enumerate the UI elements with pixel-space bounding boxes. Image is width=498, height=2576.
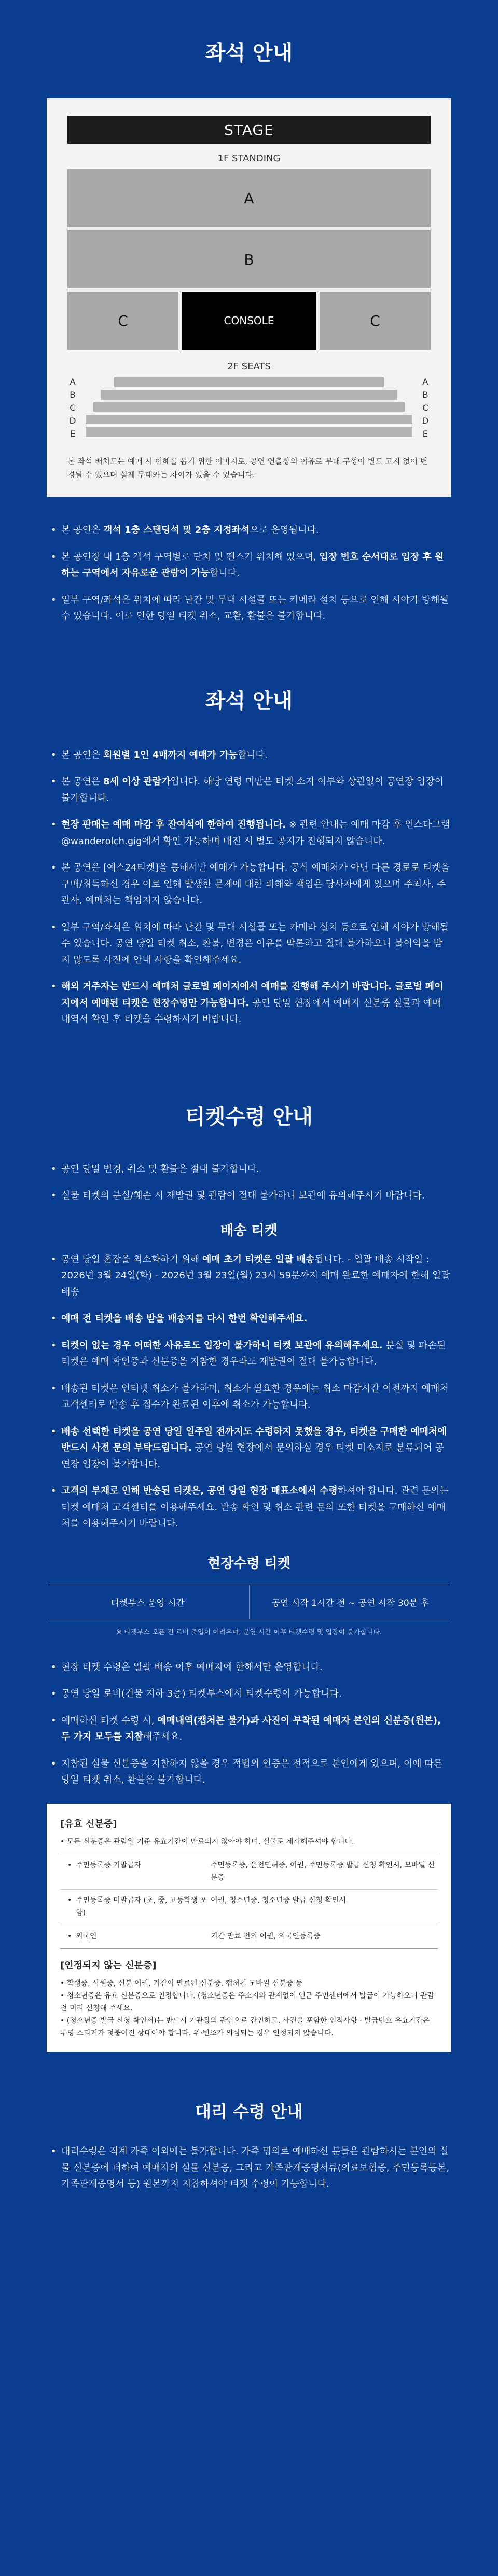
bullet-text: 공연 당일 로비(건물 지하 3층) 티켓부스에서 티켓수령이 가능합니다. [61,1688,342,1699]
tier-letter: D [422,416,429,426]
bullet-item [47,919,451,969]
bullet-text: 하셔야 합니다. 관련 문의는 티켓 예매처 고객센터를 이용해주세요. 반송 확인 및 취소 관련 문의 또한 티켓을 구매하신 예매처를 이용해주시기 바랍니다. [61,1485,449,1529]
tier-row-e [86,427,412,437]
bullet-emphasis: 입장 번호 순서대로 입장 후 원하는 구역에서 자유로운 관람이 가능 [61,551,444,578]
ticket-intro-bullets [47,1161,451,1204]
seat-title: 좌석 안내 [205,41,293,65]
id-row-key: • 주민등록증 미발급자 (초, 중, 고등학생 포함) [60,1895,211,1920]
bullet-text: 본 공연은 [61,749,103,761]
bullet-emphasis: 티켓이 없는 경우 어떠한 사유로도 입장이 불가하니 티켓 보관에 유의해주세요. [61,1340,383,1351]
bullet-text: 입니다. 해당 연령 미만은 티켓 소지 여부와 상관없이 공연장 입장이 불가합니다. [61,776,444,804]
invalid-id-title: [인정되지 않는 신분증] [60,1960,157,1971]
bullet-item [47,774,451,806]
bullet-item [47,1686,451,1702]
tier-letter: E [422,429,428,439]
bullet-item [47,549,451,582]
zone-c-right: C [320,292,431,350]
bullet-item [47,1713,451,1745]
bullet-item [47,1251,451,1301]
bullet-item [47,1161,451,1178]
onsite-title: 현장수령 티켓 [208,1555,290,1572]
tier-letter: C [422,403,428,414]
bullet-emphasis: 예매 전 티켓을 배송 받을 배송지를 다시 한번 확인해주세요. [61,1313,308,1324]
zone-a: A [67,169,431,227]
bullet-item [47,860,451,909]
tier-letter: B [422,390,428,401]
seat-bullets [47,522,451,625]
proxy-section [0,2052,498,2193]
bullet-item [47,1424,451,1473]
tier-letter: D [69,416,76,426]
bullet-emphasis: 예매내역(캡처본 불가)과 사진이 부착된 예매자 본인의 신분증(원본), 두 가지 모두를 지참 [61,1715,441,1742]
bullet-item [47,747,451,764]
bullet-text: ※ 관련 안내는 예매 마감 후 인스타그램 @wanderolch.gig에서 확인 가능하며 매진 시 별도 공지가 진행되지 않습니다. [61,819,450,847]
bullet-item [47,1381,451,1413]
bullet-item [47,2143,451,2193]
bullet-emphasis: 해외 거주자는 반드시 예매처 글로벌 페이지에서 예매를 진행해 주시기 바랍니다. 글로벌 페이지에서 예매된 티켓은 현장수령만 가능합니다. [61,981,444,1009]
bullet-text: 본 공연은 [예스24티켓]을 통해서만 예매가 가능합니다. 공식 예매처가 아닌 다른 경로로 티켓을 구매/취득하신 경우 이로 인해 발생한 문제에 대한 피해와 책임은 당사자에게 있으며 주최사, 주관사, 예매처는 책임지지 않습니다. [61,862,450,906]
bullet-item [47,1188,451,1204]
id-row-value: 여권, 청소년증, 청소년증 발급 신청 확인서 [211,1896,347,1905]
bullet-text: 합니다. [237,749,268,761]
booth-hours-value: 공연 시작 1시간 전 ~ 공연 시작 30분 후 [271,1597,429,1608]
zone-c-row [67,292,431,350]
tier-letter: A [422,377,428,388]
bullet-emphasis: 배송 선택한 티켓을 공연 당일 일주일 전까지도 수령하지 못했을 경우, 티켓을 구매한 예매처에 반드시 사전 문의 부탁드립니다. [61,1426,447,1453]
seat-section [0,0,498,625]
floor1-label: 1F STANDING [217,153,281,164]
bullet-emphasis: 고객의 부재로 인해 반송된 티켓은, 공연 당일 현장 매표소에서 수령 [61,1485,338,1496]
bullet-text: 으로 운영됩니다. [250,525,319,535]
id-row-key: • 외국인 [60,1931,211,1943]
bullet-text: 분실 및 파손된 티켓은 예매 확인증과 신분증을 지참한 경우라도 재발권이 절대 불가능합니다. [61,1340,446,1367]
bullet-item [47,979,451,1028]
bullet-text: 대리수령은 직계 가족 이외에는 불가합니다. 가족 명의로 예매하신 분들은 관람하시는 본인의 실물 신분증에 더하여 예매자의 실물 신분증, 그리고 가족관계증명서류(의료보험증, 주민등록등본, 가족관계증명서 등) 원본까지 지참하셔야 티켓 수령이 가능합니다. [61,2146,450,2190]
bullet-text: 본 공연은 [61,776,103,787]
stage: STAGE [67,116,431,144]
ticket-title: 티켓수령 안내 [185,1105,313,1129]
bullet-item [47,1483,451,1532]
id-row-key: • 주민등록증 기발급자 [60,1859,211,1884]
proxy-title: 대리 수령 안내 [195,2102,303,2122]
onsite-bullets [47,1659,451,1788]
id-row [60,1925,438,1948]
booking-bullets [47,747,451,1028]
proxy-bullets [47,2143,451,2193]
bullet-item [47,1311,451,1327]
ticket-section [0,1038,498,2052]
tier-letter: B [70,390,76,401]
console: CONSOLE [182,292,316,350]
invalid-id-line: • (청소년증 발급 신청 확인서)는 반드시 기관장의 관인으로 간인하고, 사진을 포함한 인적사항 · 발급번호 유효기간은 투명 스티커가 덧붙어진 상태여야 합니다. 위·변조가 의심되는 경우 인정되지 않습니다. [60,2016,430,2037]
tier-row-c [93,402,405,412]
bullet-text: 공연 당일 변경, 취소 및 환불은 절대 불가합니다. [61,1163,259,1175]
tier-row-b [101,390,397,400]
bullet-text: 실물 티켓의 분실/훼손 시 재발권 및 관람이 절대 불가하니 보관에 유의해주시기 바랍니다. [61,1190,425,1201]
tier-row-a [114,377,384,387]
bullet-text: 일부 구역/좌석은 위치에 따라 난간 및 무대 시설물 또는 카메라 설치 등으로 인해 시야가 방해될 수 있습니다. 이로 인한 당일 티켓 취소, 교환, 환불은 불가합니다. [61,594,449,622]
invalid-id-line: • 학생증, 사원증, 신분 여권, 기간이 만료된 신분증, 캡처된 모바일 신분증 등 [60,1979,303,1988]
bullet-text: 지참된 실물 신분증을 지참하지 않을 경우 적법의 인증은 전적으로 본인에게 있으며, 이에 따른 당일 티켓 취소, 환불은 불가합니다. [61,1758,443,1785]
bullet-emphasis: 예매 초기 티켓은 일괄 배송 [202,1253,315,1265]
booth-hours-table [47,1585,451,1619]
tier-letters-right [420,377,431,439]
tier-stack [85,377,413,439]
zone-c-left: C [67,292,178,350]
seat-map-card [47,98,451,497]
bullet-text: 해주세요. [143,1731,183,1742]
booking-title: 좌석 안내 [205,688,293,713]
tier-letter: E [70,429,76,439]
tier-letters-left [67,377,78,439]
valid-id-intro: • 모든 신분증은 관람일 기준 유효기간이 만료되지 않아야 하며, 실물로 제시해주셔야 합니다. [60,1838,354,1847]
id-row [60,1854,438,1890]
id-row [60,1890,438,1925]
id-row-value: 주민등록증, 운전면허증, 여권, 주민등록증 발급 신청 확인서, 모바일 신분증 [211,1861,435,1882]
bullet-item [47,817,451,849]
valid-id-table [60,1854,438,1949]
floor2-tiers [67,377,431,439]
bullet-text: 공연 당일 혼잡을 최소화하기 위해 [61,1253,203,1265]
floor2-label: 2F SEATS [227,361,271,372]
tier-row-d [86,415,412,424]
bullet-text: 본 공연장 내 1층 객석 구역별로 단차 및 펜스가 위치해 있으며, [61,551,320,562]
id-info-box [47,1804,451,2052]
bullet-text: 공연 당일 현장에서 문의하실 경우 티켓 미소지로 분류되어 공연장 입장이 불가합니다. [61,1442,444,1470]
id-row-value: 기간 만료 전의 여권, 외국인등록증 [211,1932,321,1941]
booking-section [0,635,498,1028]
bullet-text: 예매하신 티켓 수령 시, [61,1715,158,1726]
delivery-bullets [47,1251,451,1532]
bullet-item [47,1659,451,1676]
bullet-item [47,592,451,625]
bullet-text: 일부 구역/좌석은 위치에 따라 난간 및 무대 시설물 또는 카메라 설치 등으로 인해 시야가 방해될 수 있습니다. 공연 당일 티켓 취소, 환불, 변경은 이유를 막론하고 절대 불가하오니 불이익을 받지 않도록 사전에 안내 사항을 확인해주세요. [61,921,449,966]
delivery-title: 배송 티켓 [220,1222,278,1238]
bullet-emphasis: 회원별 1인 4매까지 예매가 가능 [103,749,238,761]
booth-note: ※ 티켓부스 오픈 전 로비 출입이 어려우며, 운영 시간 이후 티켓수령 및 입장이 불가합니다. [116,1628,382,1636]
bullet-text: 배송된 티켓은 인터넷 취소가 불가하며, 취소가 필요한 경우에는 취소 마감시간 이전까지 예매처 고객센터로 반송 후 접수가 완료된 이후에 취소가 가능합니다. [61,1383,449,1410]
bullet-text: 공연 당일 현장에서 예매자 신분증 실물과 예매 내역서 확인 후 티켓을 수령하시기 바랍니다. [61,997,441,1025]
bullet-emphasis: 객석 1층 스탠딩석 및 2층 지정좌석 [103,525,250,535]
booth-hours-label: 티켓부스 운영 시간 [47,1585,250,1619]
valid-id-title: [유효 신분증] [60,1818,117,1829]
invalid-id-line: • 청소년증은 유효 신분증으로 인정합니다. (청소년증은 주소지와 관계없이 인근 주민센터에서 발급이 가능하오니 관람 전 미리 신청해 주세요. [60,1992,434,2013]
bullet-item [47,1338,451,1370]
bullet-emphasis: 8세 이상 관람가 [103,776,171,787]
bullet-text: 현장 티켓 수령은 일괄 배송 이후 예매자에 한해서만 운영합니다. [61,1661,323,1673]
bullet-text: 본 공연은 [61,525,103,535]
bullet-item [47,1756,451,1788]
seat-map-note: 본 좌석 배치도는 예매 시 이해를 돕기 위한 이미지로, 공연 연출상의 이유로 무대 구성이 별도 고지 없이 변경될 수 있으며 실제 무대와는 차이가 있을 수 있습니다. [67,457,428,479]
tier-letter: C [70,403,76,414]
bullet-text: 합니다. [209,568,240,578]
zone-b: B [67,230,431,288]
bullet-item [47,522,451,539]
bullet-text: 됩니다. - 일괄 배송 시작일 : 2026년 3월 24일(화) - 2026년 3월 23일(월) 23시 59분까지 예매 완료한 예매자에 한해 일괄 배송 [61,1253,450,1298]
tier-letter: A [70,377,76,388]
bullet-emphasis: 현장 판매는 예매 마감 후 잔여석에 한하여 진행됩니다. [61,819,286,830]
